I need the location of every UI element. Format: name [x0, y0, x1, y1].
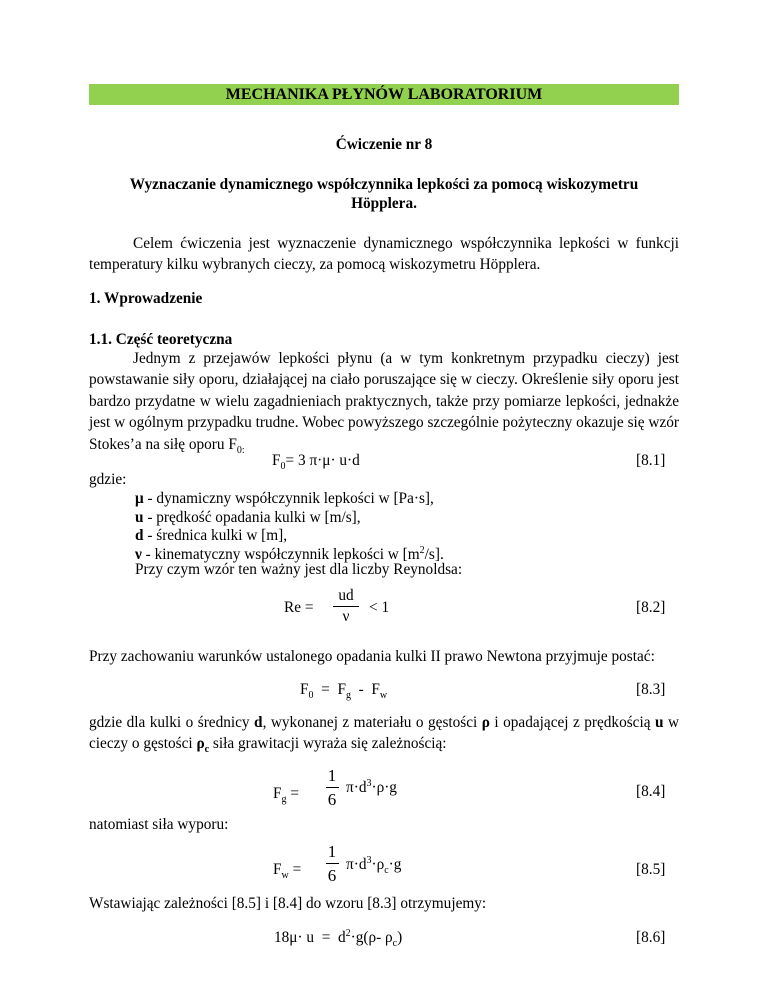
eq5-lhs: [273, 861, 302, 882]
theory-text-sub: 0:: [236, 444, 245, 456]
definition-text: - prędkość opadania kulki w [m/s],: [143, 508, 361, 526]
eq3-fw-sub: w: [379, 690, 388, 702]
eq5-rhs-3: ·g: [388, 856, 402, 873]
eq3-mid2: - F: [350, 681, 380, 698]
eq4-rhs-1: π·d: [346, 779, 367, 796]
eq3-f0-sub: 0: [308, 690, 314, 702]
equation-8-5-number: [8.5]: [636, 861, 666, 878]
eq2-denominator: ν: [342, 608, 350, 625]
intro-text: Celem ćwiczenia jest wyznaczenie dynamicznego współczynnika lepkości w funkcji temperatury kilku wybranych cieczy, za pomocą wiskozymetru Höpplera.: [89, 235, 679, 274]
eq1-lhs: F: [272, 452, 281, 469]
gravity-text-3: i opadającej z prędkością: [489, 714, 655, 731]
gravity-bold-u: u: [654, 714, 664, 731]
eq1-rhs: = 3 π·μ· u·d: [285, 452, 360, 469]
eq4-lhs-sub: g: [281, 794, 287, 806]
definition-mu: [135, 490, 444, 509]
eq5-lhs-sub: w: [281, 870, 289, 882]
eq6-end: ): [397, 929, 403, 946]
equation-8-3-number: [8.3]: [636, 681, 666, 698]
equation-8-3: [300, 681, 388, 702]
definition-text: - kinematyczny współczynnik lepkości w [m: [141, 545, 420, 563]
eq5-rhs-sup: 3: [366, 854, 372, 866]
definition-symbol: d: [135, 527, 144, 545]
eq6-lhs: 18μ· u = d: [274, 929, 346, 946]
substitution-intro: Wstawiając zależności [8.5] i [8.4] do wzoru [8.3] otrzymujemy:: [89, 895, 487, 912]
eq5-denominator: 6: [327, 866, 337, 885]
section-1-heading: 1. Wprowadzenie: [89, 290, 203, 307]
intro-paragraph: [89, 233, 679, 276]
eq5-lhs-f: F: [273, 861, 282, 878]
exercise-number: Ćwiczenie nr 8: [335, 136, 433, 153]
definition-symbol: u: [135, 508, 144, 526]
eq5-fraction-line: [326, 863, 339, 864]
eq4-denominator: 6: [327, 790, 337, 809]
definition-sup: 2: [419, 544, 425, 556]
eq3-fg-sub: g: [345, 690, 351, 702]
definition-text: - średnica kulki w [m],: [143, 527, 288, 545]
eq4-rhs-sup: 3: [366, 777, 372, 789]
definition-u: [135, 509, 444, 528]
gravity-text-1: gdzie dla kulki o średnicy: [89, 714, 255, 731]
eq4-equals: =: [286, 785, 299, 802]
gravity-bold-rhoc: ρ: [196, 735, 205, 753]
eq2-rhs: < 1: [369, 599, 390, 616]
eq3-f0: F: [300, 681, 309, 698]
document-banner: MECHANIKA PŁYNÓW LABORATORIUM: [89, 84, 679, 105]
equation-8-1: [272, 452, 360, 473]
eq6-mid: ·g(ρ- ρ: [350, 929, 393, 946]
theory-paragraph: [89, 348, 679, 455]
eq4-rhs: [346, 779, 397, 797]
eq2-numerator: ud: [338, 587, 354, 604]
exercise-title-line1: Wyznaczanie dynamicznego współczynnika lepkości za pomocą wiskozymetru: [129, 176, 639, 193]
eq5-rhs-2: ·ρ: [371, 856, 385, 873]
equation-8-1-number: [8.1]: [636, 452, 666, 469]
gravity-intro: [89, 712, 679, 755]
reynolds-intro: Przy czym wzór ten ważny jest dla liczby Reynoldsa:: [135, 561, 463, 578]
gravity-text-5: siła grawitacji wyraża się zależnością:: [209, 735, 447, 753]
eq2-fraction-line: [333, 606, 359, 607]
eq6-sup: 2: [345, 927, 351, 939]
eq5-numerator: 1: [327, 842, 337, 861]
newton-intro: Przy zachowaniu warunków ustalonego opadania kulki II prawo Newtona przyjmuje postać:: [89, 648, 655, 665]
section-1-1-heading: 1.1. Część teoretyczna: [89, 331, 233, 348]
where-label: gdzie:: [89, 471, 127, 488]
equation-8-2-number: [8.2]: [636, 599, 666, 616]
equation-8-4-number: [8.4]: [636, 783, 666, 800]
gravity-text-2: , wykonanej z materiału o gęstości: [262, 714, 482, 731]
eq5-rhs-sub: c: [384, 865, 389, 877]
gravity-text-4: w cieczy o gęstości: [89, 714, 679, 753]
eq2-lhs: Re =: [284, 599, 314, 616]
eq4-lhs-f: F: [273, 785, 282, 802]
definitions-list: [135, 490, 444, 564]
eq1-lhs-sub: 0: [280, 461, 286, 473]
gravity-bold-rhoc-sub: c: [204, 744, 210, 756]
eq4-fraction-line: [326, 787, 339, 788]
definition-symbol: μ: [135, 490, 144, 507]
eq4-numerator: 1: [327, 766, 337, 785]
eq3-mid1: = F: [313, 681, 346, 698]
equation-8-6-number: [8.6]: [636, 929, 666, 946]
definition-d: [135, 527, 444, 546]
theory-text: Jednym z przejawów lepkości płynu (a w tym konkretnym przypadku cieczy) jest powstawanie siły oporu, działającej na ciało poruszające się w cieczy. Określenie siły oporu jest bardzo przydatne w wielu zagadnieniach praktycznych, także przy pomiarze lepkości, jednakże jest w ogólnym przypadku trudne. Wobec powyższego szczególnie pożyteczny okazuje się wzór Stokes’a na siłę oporu F: [89, 350, 679, 453]
gravity-bold-d: d: [254, 714, 263, 731]
eq5-equals: =: [288, 861, 302, 878]
equation-8-6: [274, 927, 403, 950]
definition-text: - dynamiczny współczynnik lepkości w [Pa·s],: [143, 490, 434, 507]
eq5-rhs: [346, 854, 402, 877]
eq4-lhs: [273, 785, 299, 806]
buoyancy-intro: natomiast siła wyporu:: [89, 816, 229, 833]
eq6-sub: c: [392, 938, 398, 950]
eq5-rhs-1: π·d: [346, 856, 367, 873]
eq4-rhs-2: ·ρ·g: [371, 779, 397, 796]
gravity-bold-rho: ρ: [481, 714, 490, 731]
definition-text-after: /s].: [424, 545, 444, 563]
definition-symbol: ν: [135, 545, 142, 563]
exercise-title-line2: Höpplera.: [351, 195, 417, 212]
